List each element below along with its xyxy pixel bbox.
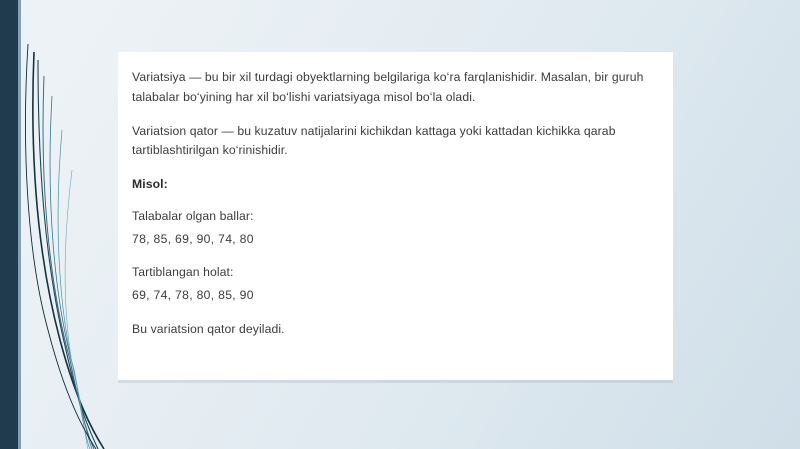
ordered-label: Tartiblangan holat: (132, 265, 234, 280)
scores-label: Talabalar olgan ballar: (132, 208, 254, 223)
slide-body (132, 68, 667, 354)
example-heading: Misol: (132, 177, 168, 192)
conclusion-text: Bu variatsion qator deyiladi. (132, 321, 285, 336)
paragraph-variatsiya: Variatsiya — bu bir xil turdagi obyektlarning belgilariga ko‘ra farqlanishidir. Masalan, bir guruh talabalar bo‘yining har xil bo‘lishi variatsiyaga misol bo‘la oladi. (132, 70, 644, 104)
scores-values: 78, 85, 69, 90, 74, 80 (132, 231, 254, 246)
left-accent-bar-highlight (18, 0, 21, 449)
content-panel-shadow (118, 380, 673, 383)
paragraph-variatsion-qator: Variatsion qator — bu kuzatuv natijalarini kichikdan kattaga yoki kattadan kichikka qarab tartiblashtirilgan ko‘rinishidir. (132, 123, 616, 158)
left-accent-bar (0, 0, 18, 449)
ordered-values: 69, 74, 78, 80, 85, 90 (132, 288, 254, 303)
